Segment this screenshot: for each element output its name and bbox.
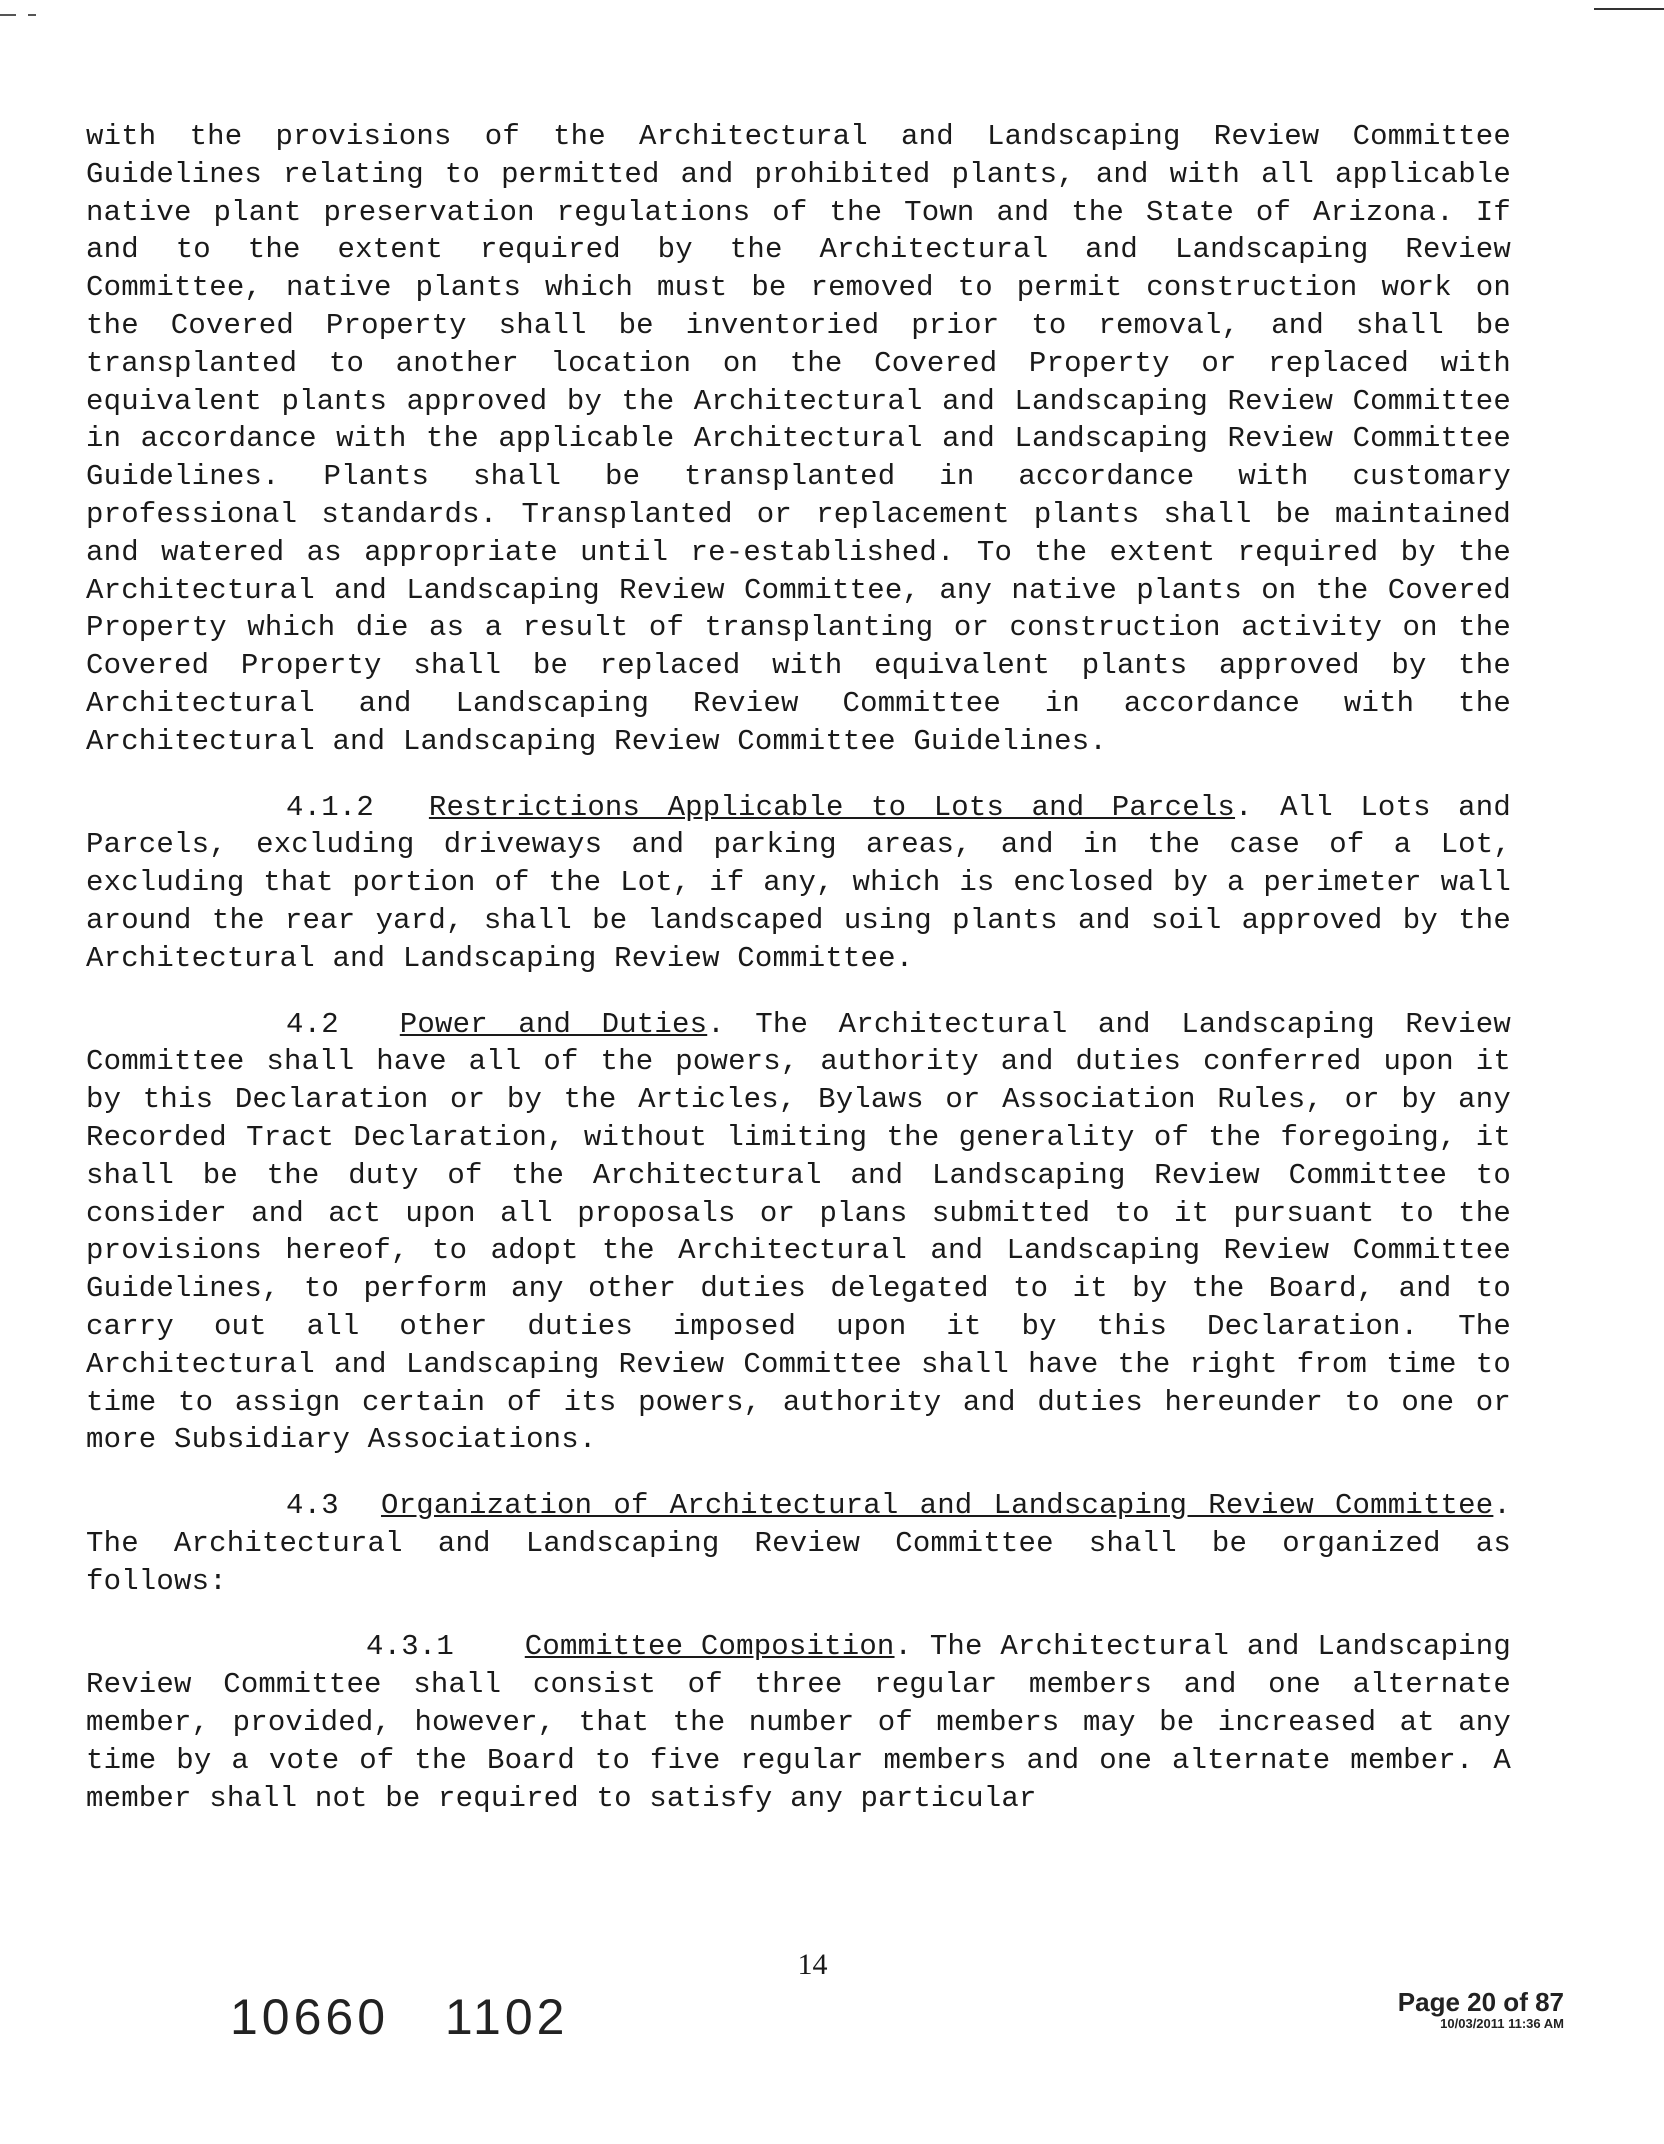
section-body: . The Architectural and Landscaping Review Committee shall have all of the powers, authority and duties conferred upon it by this Declaration or by the Articles, Bylaws or Association Rules, or by any Recorded Tract Declaration, without limiting the generality of the foregoing, it shall be the duty of the Architectural and Landscaping Review Committee to consider and act upon all proposals or plans submitted to it pursuant to the provisions hereof, to adopt the Architectural and Landscaping Review Committee Guidelines, to perform any other duties delegated to it by the Board, and to carry out all other duties imposed upon it by this Declaration. The Architectural and Landscaping Review Committee shall have the right from time to time to assign certain of its powers, authority and duties hereunder to one or more Subsidiary Associations. bbox=[86, 1007, 1511, 1457]
recording-book-page: 10660 1102 bbox=[230, 1989, 569, 2045]
scan-artifact bbox=[1594, 8, 1664, 10]
document-body bbox=[86, 118, 1511, 1817]
section-heading: Committee Composition bbox=[524, 1630, 895, 1664]
section-4-1-2 bbox=[86, 789, 1511, 978]
section-body: . The Architectural and Landscaping Review Committee shall be organized as follows: bbox=[86, 1489, 1511, 1598]
page-count: Page 20 of 87 bbox=[1397, 1987, 1564, 2017]
section-body: . The Architectural and Landscaping Review Committee shall consist of three regular members and one alternate member, provided, however, that the number of members may be increased at any time by a vote of the Board to five regular members and one alternate member. A member shall not be required to satisfy any particular bbox=[86, 1630, 1511, 1815]
stamp-date: 10/03/2011 11:36 AM bbox=[1440, 2016, 1564, 2031]
section-heading: Organization of Architectural and Landscaping Review Committee bbox=[381, 1489, 1494, 1523]
section-number: 4.1.2 bbox=[286, 790, 375, 824]
page-number: 14 bbox=[797, 1948, 828, 1981]
scan-artifact bbox=[28, 14, 36, 16]
section-heading: Restrictions Applicable to Lots and Parcels bbox=[428, 790, 1236, 824]
section-heading: Power and Duties bbox=[399, 1007, 708, 1041]
section-body: . All Lots and Parcels, excluding driveways and parking areas, and in the case of a Lot, excluding that portion of the Lot, if any, which is enclosed by a perimeter wall around the rear yard, shall be landscaped using plants and soil approved by the Architectural and Landscaping Review Committee. bbox=[86, 790, 1511, 975]
section-number: 4.3.1 bbox=[366, 1630, 455, 1664]
paragraph-continued: with the provisions of the Architectural and Landscaping Review Committee Guidelines relating to permitted and prohibited plants, and with all applicable native plant preservation regulations of the Town and the State of Arizona. If and to the extent required by the Architectural and Landscaping Review Committee, native plants which must be removed to permit construction work on the Covered Property shall be inventoried prior to removal, and shall be transplanted to another location on the Covered Property or replaced with equivalent plants approved by the Architectural and Landscaping Review Committee in accordance with the applicable Architectural and Landscaping Review Committee Guidelines. Plants shall be transplanted in accordance with customary professional standards. Transplanted or replacement plants shall be maintained and watered as appropriate until re-established. To the extent required by the Architectural and Landscaping Review Committee, any native plants on the Covered Property which die as a result of transplanting or construction activity on the Covered Property shall be replaced with equivalent plants approved by the Architectural and Landscaping Review Committee in accordance with the Architectural and Landscaping Review Committee Guidelines. bbox=[86, 120, 1511, 758]
recorder-page-stamp bbox=[1398, 1988, 1564, 2032]
section-4-2 bbox=[86, 1006, 1511, 1460]
section-4-3-1 bbox=[86, 1628, 1511, 1817]
scan-artifact bbox=[0, 14, 16, 16]
section-number: 4.3 bbox=[286, 1489, 339, 1523]
section-number: 4.2 bbox=[286, 1007, 339, 1041]
section-4-3 bbox=[86, 1487, 1511, 1600]
